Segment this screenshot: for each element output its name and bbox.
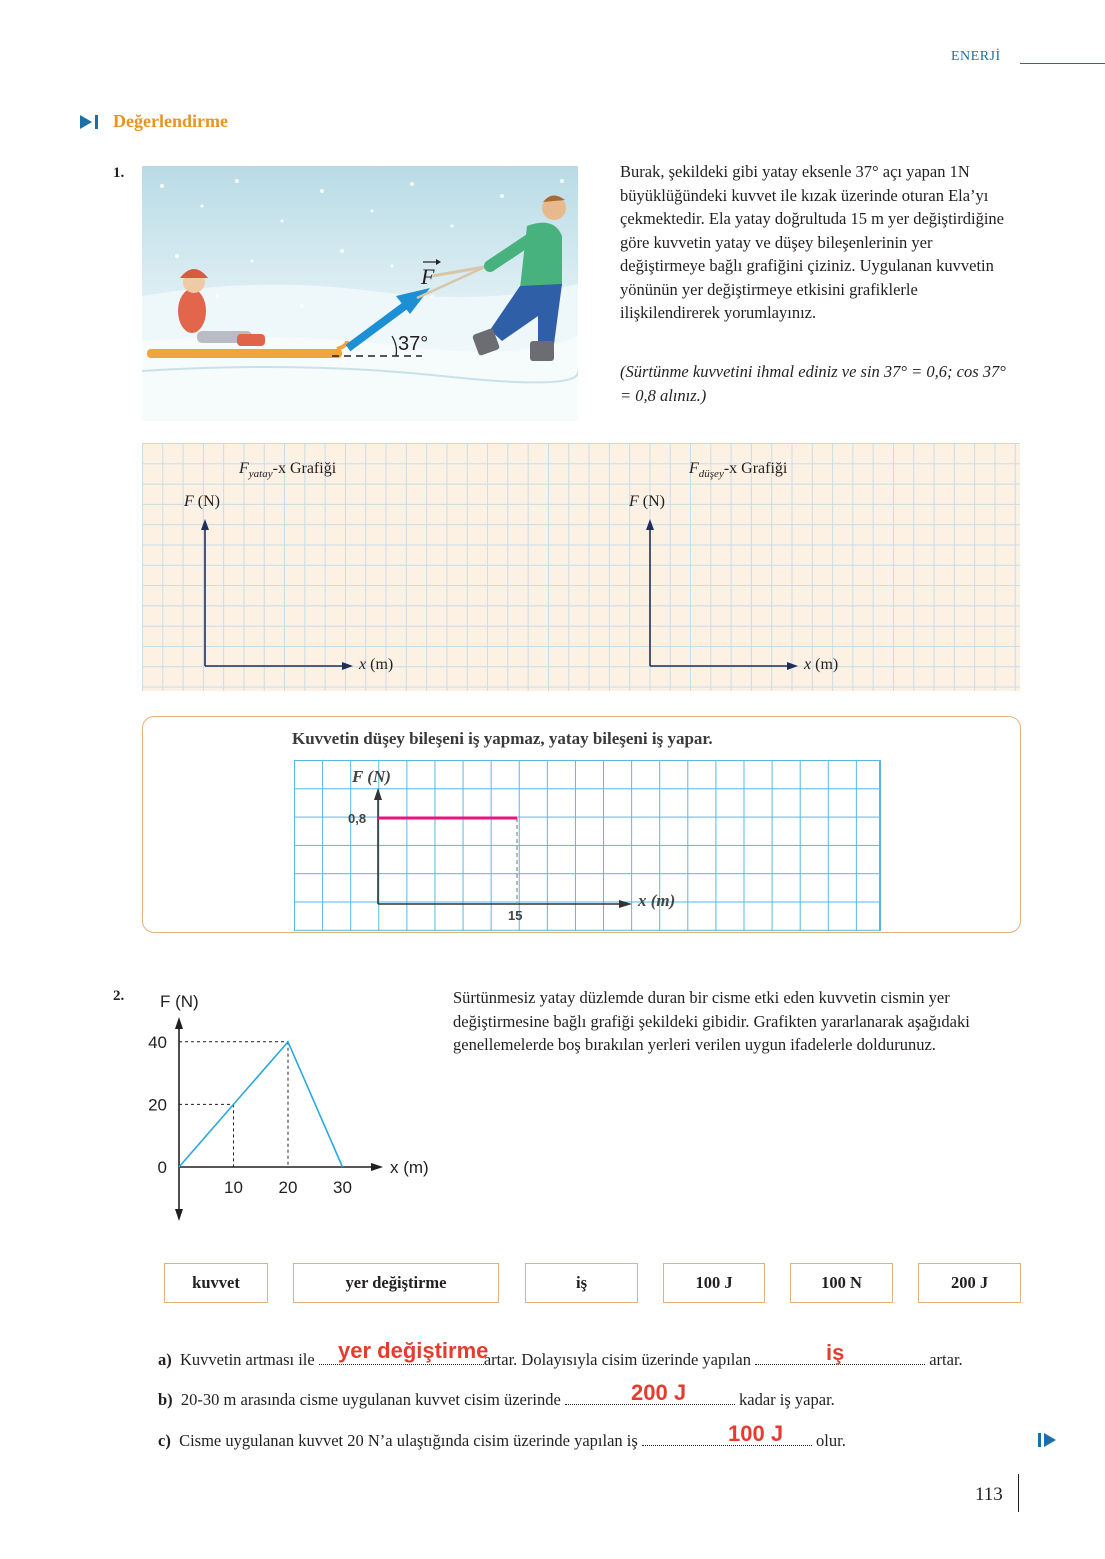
item-c-handwritten-answer: 100 J <box>728 1421 784 1446</box>
option-is: iş <box>525 1263 638 1303</box>
item-a-handwritten-answer-1: yer değiştirme <box>338 1338 489 1363</box>
graph-1-y-axis-label: F (N) <box>184 493 220 510</box>
graph-2-y-axis-label: F (N) <box>629 493 665 510</box>
item-a: a) Kuvvetin artması ile artar. Dolayısıyla cisim üzerinde yapılan artar. <box>158 1350 963 1369</box>
chart-y-tick-label: 20 <box>148 1095 167 1115</box>
option-100-n: 100 N <box>790 1263 893 1303</box>
option-kuvvet: kuvvet <box>164 1263 268 1303</box>
running-header-title: ENERJİ <box>951 49 1001 64</box>
section-title: Değerlendirme <box>113 111 228 131</box>
graph-2-title: $F_{düşey}-x$ Grafiği <box>689 460 788 481</box>
item-a-handwritten-answer-2: iş <box>826 1340 845 1365</box>
item-b-handwritten-answer: 200 J <box>631 1380 687 1405</box>
answer-y-tick: 0,8 <box>348 811 367 826</box>
graph-1-x-axis-label: x (m) <box>359 656 394 673</box>
question-1-note: (Sürtünme kuvvetini ihmal ediniz ve sin 37° = 0,6; cos 37° = 0,8 alınız.) <box>620 362 1006 405</box>
sled-illustration <box>142 166 578 421</box>
chart-y-tick-label: 0 <box>157 1158 167 1177</box>
page-number: 113 <box>975 1484 1003 1505</box>
angle-label: 37° <box>398 333 429 355</box>
force-displacement-chart <box>130 985 450 1225</box>
answer-x-tick: 15 <box>508 908 523 923</box>
chart-x-tick-label: 30 <box>333 1178 352 1197</box>
option-yer-degistirme: yer değiştirme <box>293 1263 499 1303</box>
graph-1-title: $F_{yatay}-x$ Grafiği <box>239 460 337 481</box>
option-100-j: 100 J <box>663 1263 765 1303</box>
running-header-rule <box>1020 63 1105 64</box>
chart-y-axis-arrow-down <box>175 1209 183 1221</box>
answer-y-axis-label: F (N) <box>352 767 391 786</box>
chart-x-tick-label: 10 <box>224 1178 243 1197</box>
question-1-number: 1. <box>113 165 125 181</box>
graph-2-axes <box>641 515 801 675</box>
question-2-text: Sürtünmesiz yatay düzlemde duran bir cisme etki eden kuvvetin cismin yer değiştirmesine bağlı grafiği şekildeki gibidir. Grafikten yararlanarak aşağıdaki genellemelerde boş bırakılan yerleri verilen uygun ifadelerle doldurunuz. <box>453 988 970 1054</box>
item-c-blank <box>642 1434 812 1446</box>
item-c: c) Cisme uygulanan kuvvet 20 N’a ulaştığında cisim üzerinde yapılan iş olur. <box>158 1431 846 1450</box>
option-200-j: 200 J <box>918 1263 1021 1303</box>
chart-y-axis-arrow-up <box>175 1017 183 1029</box>
chart-y-tick-label: 40 <box>148 1032 167 1052</box>
answer-sentence: Kuvvetin düşey bileşeni iş yapmaz, yatay bileşeni iş yapar. <box>292 729 713 748</box>
force-vector-label: F <box>421 264 435 289</box>
chart-x-axis-label: x (m) <box>390 1158 429 1177</box>
chart-y-axis-label: F (N) <box>160 992 199 1011</box>
chart-x-tick-label: 20 <box>278 1178 298 1197</box>
answer-graph <box>330 760 700 930</box>
section-play-icon <box>80 114 100 130</box>
question-1-text: Burak, şekildeki gibi yatay eksenle 37° açı yapan 1N büyüklüğündeki kuvvet ile kızak üzerinde oturan Ela’yı çekmektedir. Ela yatay doğrultuda 15 m yer değiştirdiğine göre kuvvetin yatay ve düşey bileşenlerinin yer değiştirmeye bağlı grafiğini çiziniz. Uygulanan kuvvetin yönünün yer değiştirmeye etkisini grafiklerle ilişkilendirerek yorumlayınız. <box>620 162 1004 322</box>
next-page-icon <box>1037 1432 1057 1448</box>
page-number-rule <box>1018 1474 1019 1512</box>
question-2-number: 2. <box>113 988 125 1004</box>
chart-x-axis-arrow <box>371 1163 383 1171</box>
answer-x-axis-label: x (m) <box>638 891 676 910</box>
graph-1-axes <box>196 515 356 675</box>
graph-2-x-axis-label: x (m) <box>804 656 839 673</box>
item-b: b) 20-30 m arasında cisme uygulanan kuvvet cisim üzerinde kadar iş yapar. <box>158 1390 835 1409</box>
